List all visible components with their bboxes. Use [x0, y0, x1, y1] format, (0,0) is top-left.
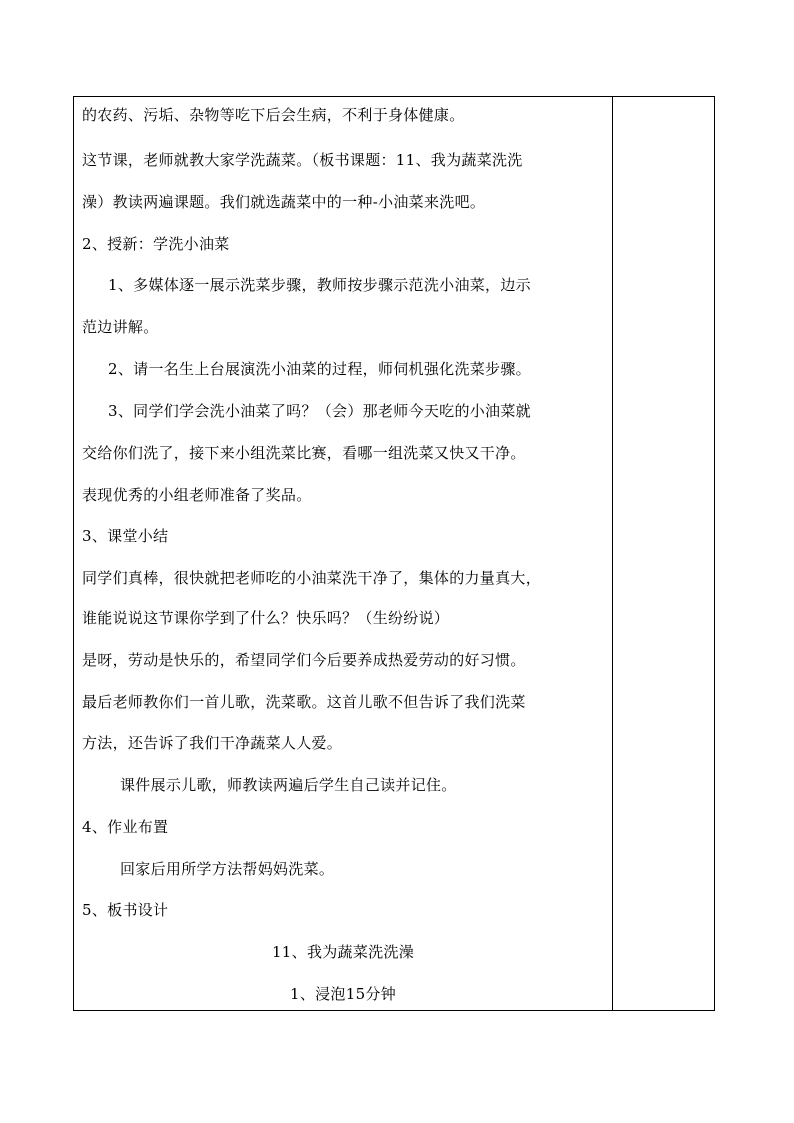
- text-line: 表现优秀的小组老师准备了奖品。: [82, 486, 312, 504]
- section-heading: 4、作业布置: [82, 818, 169, 836]
- text-line: 同学们真棒，很快就把老师吃的小油菜洗干净了，集体的力量真大，: [82, 569, 542, 587]
- text-line: 这节课，老师就教大家学洗蔬菜。（板书课题：11、我为蔬菜洗洗: [82, 151, 523, 169]
- text-line: 课件展示儿歌，师教读两遍后学生自己读并记住。: [120, 776, 457, 794]
- lesson-plan-table: [73, 96, 715, 1011]
- text-line: 是呀，劳动是快乐的，希望同学们今后要养成热爱劳动的好习惯。: [82, 651, 526, 669]
- section-heading: 5、板书设计: [82, 901, 169, 919]
- notes-cell: [613, 97, 714, 1010]
- text-line: 回家后用所学方法帮妈妈洗菜。: [120, 860, 335, 878]
- text-line: 2、请一名生上台展演洗小油菜的过程，师伺机强化洗菜步骤。: [108, 360, 531, 378]
- section-heading: 2、授新：学洗小油菜: [82, 235, 230, 253]
- text-line: 澡）教读两遍课题。我们就选蔬菜中的一种-小油菜来洗吧。: [82, 193, 486, 211]
- text-line: 方法，还告诉了我们干净蔬菜人人爱。: [82, 734, 343, 752]
- text-line: 范边讲解。: [82, 318, 159, 336]
- text-line: 交给你们洗了，接下来小组洗菜比赛，看哪一组洗菜又快又干净。: [82, 444, 526, 462]
- board-item: 1、浸泡15分钟: [289, 985, 397, 1003]
- text-line: 最后老师教你们一首儿歌，洗菜歌。这首儿歌不但告诉了我们洗菜: [82, 693, 526, 711]
- text-line: 谁能说说这节课你学到了什么？快乐吗？（生纷纷说）: [82, 609, 450, 627]
- text-line: 3、同学们学会洗小油菜了吗？（会）那老师今天吃的小油菜就: [108, 402, 531, 420]
- text-line: 的农药、污垢、杂物等吃下后会生病，不利于身体健康。: [82, 106, 465, 124]
- lesson-content-cell: [74, 97, 612, 1010]
- board-title: 11、我为蔬菜洗洗澡: [271, 943, 415, 961]
- text-line: 1、多媒体逐一展示洗菜步骤，教师按步骤示范洗小油菜，边示: [108, 276, 531, 294]
- section-heading: 3、课堂小结: [82, 527, 169, 545]
